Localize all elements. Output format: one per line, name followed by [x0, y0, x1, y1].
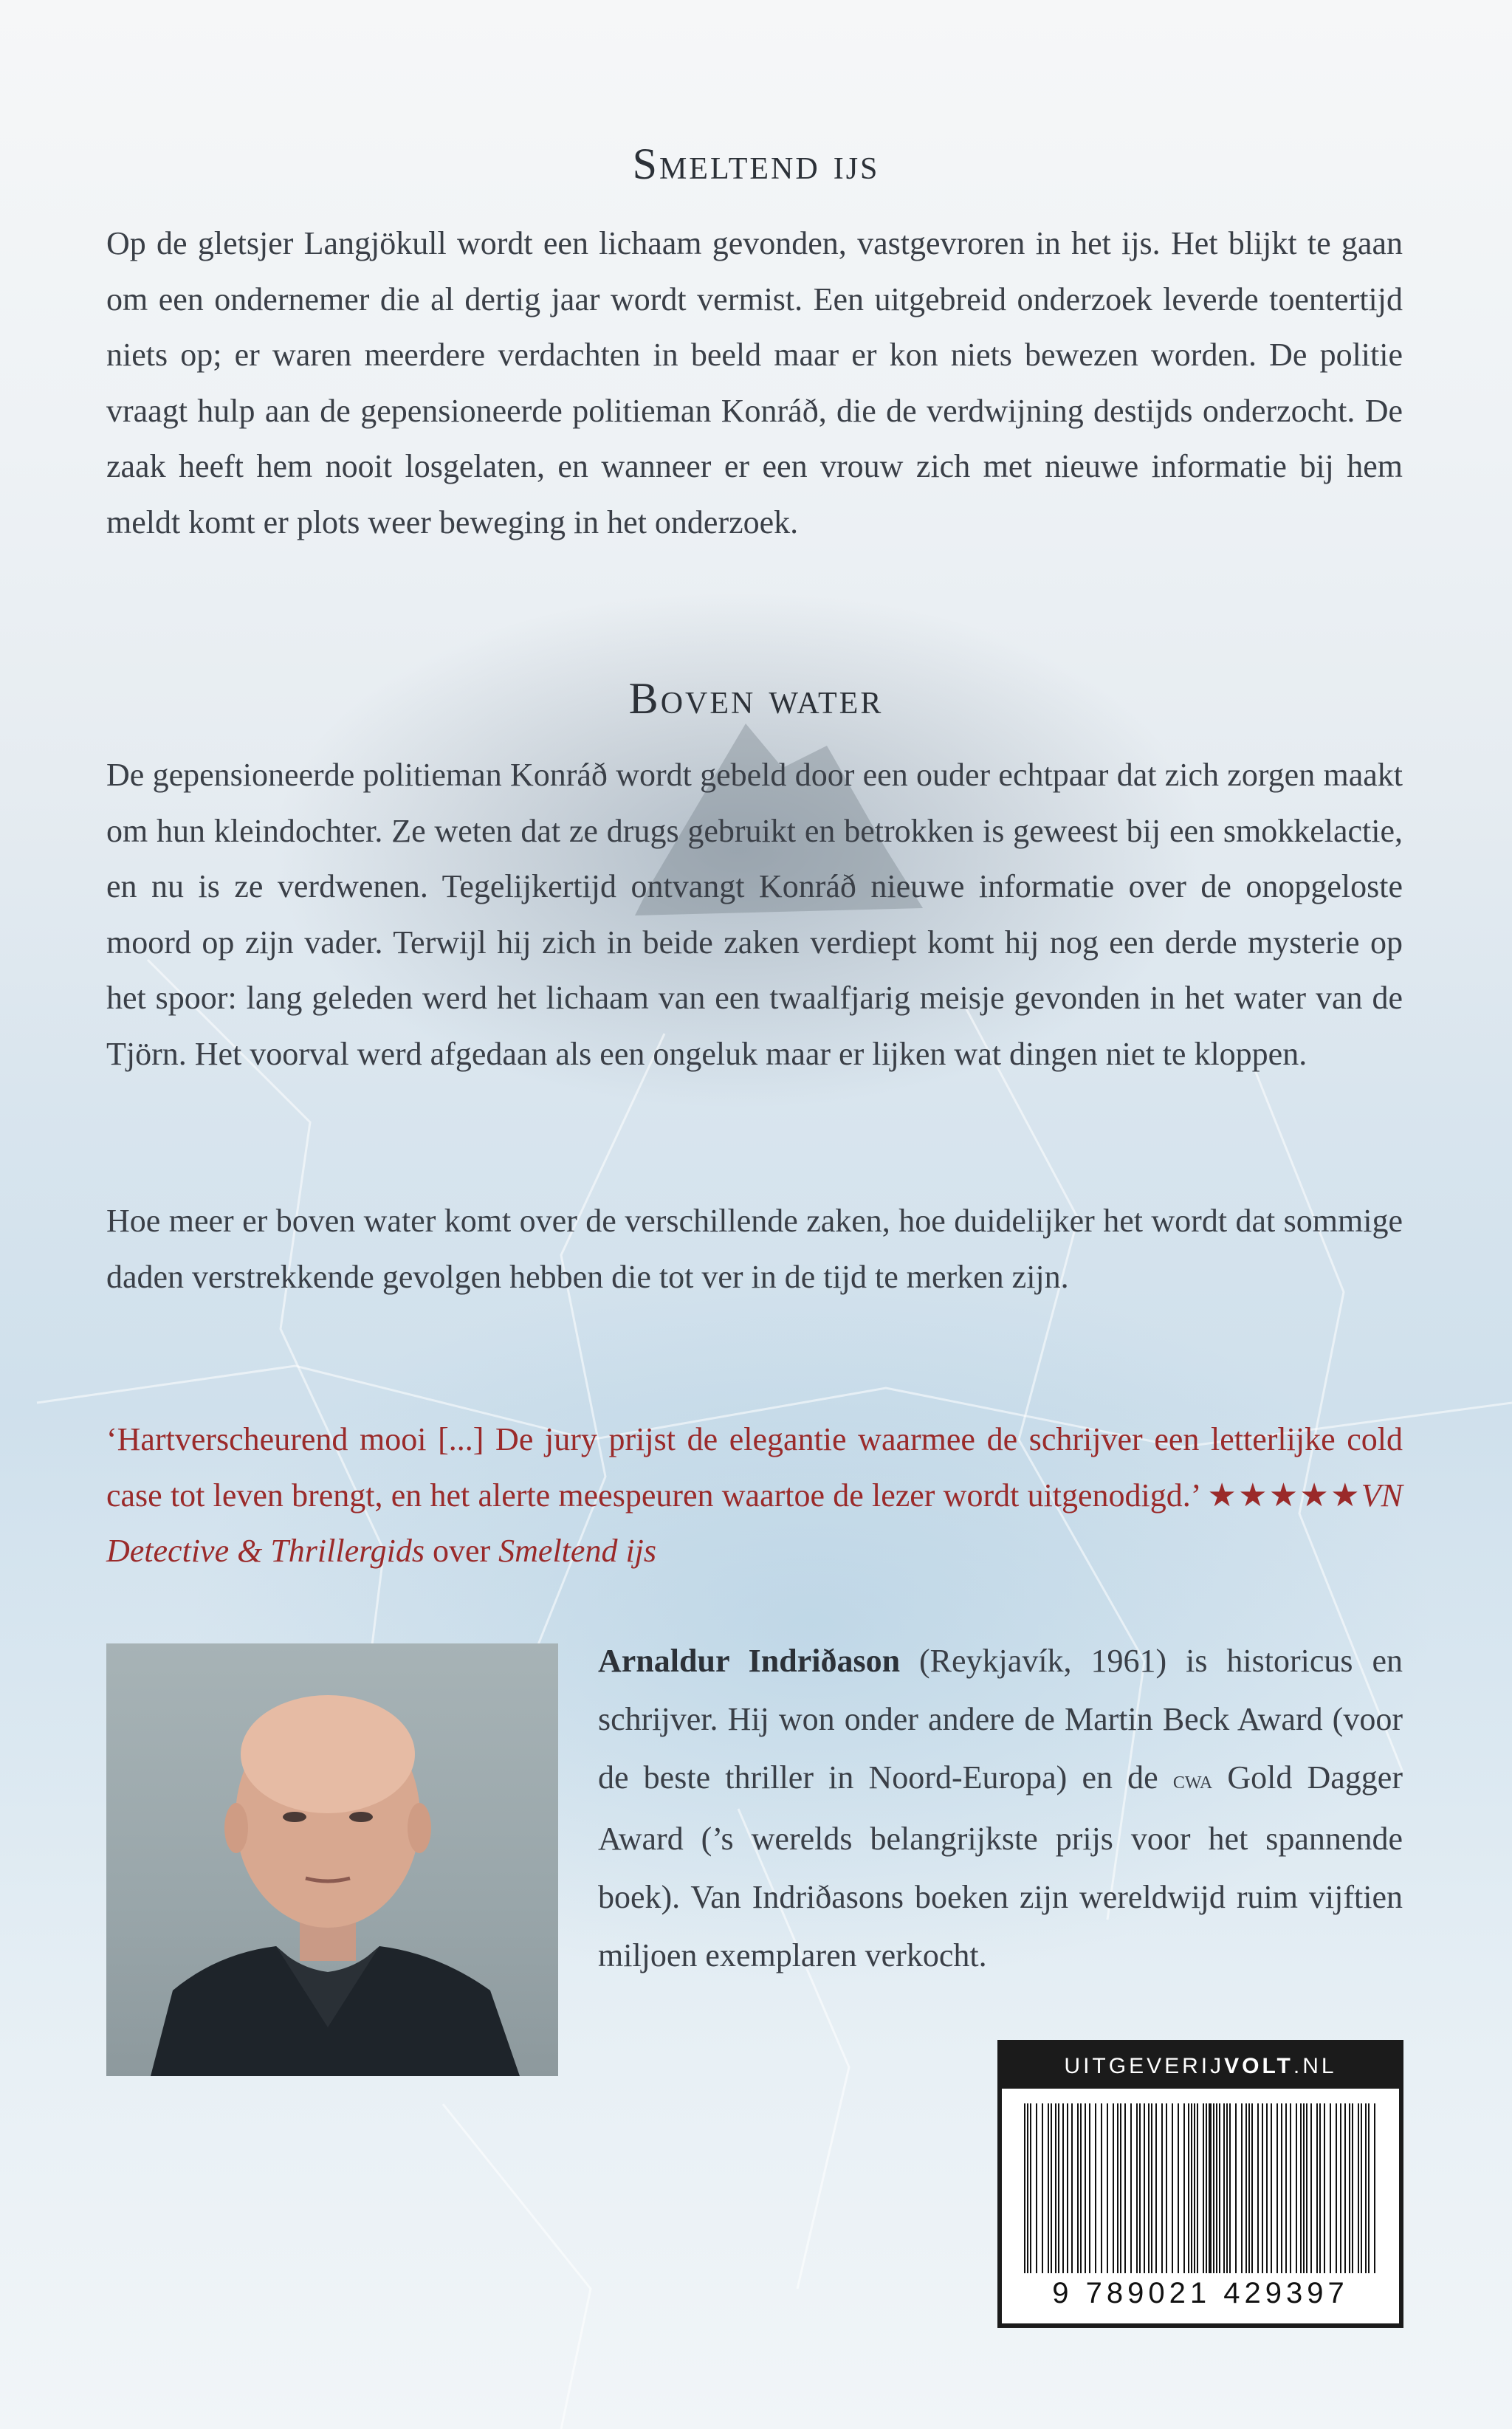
- barcode-bar: [1206, 2103, 1207, 2273]
- publisher-url: [1002, 2044, 1399, 2089]
- barcode-bar: [1194, 2103, 1195, 2273]
- barcode-bar: [1361, 2103, 1362, 2273]
- review-over: over: [432, 1533, 491, 1569]
- barcode-bar: [1155, 2103, 1157, 2273]
- author-name: Arnaldur Indriðason: [598, 1643, 901, 1679]
- barcode-bar: [1266, 2103, 1268, 2273]
- barcode-bar: [1303, 2103, 1305, 2273]
- barcode-bar: [1245, 2103, 1247, 2273]
- barcode-bar: [1124, 2103, 1126, 2273]
- barcode-bar: [1344, 2103, 1346, 2273]
- barcode-bar: [1336, 2103, 1337, 2273]
- barcode-bar: [1183, 2103, 1185, 2273]
- barcode-bar: [1365, 2103, 1367, 2273]
- section-body-boven-water: De gepensioneerde politieman Konráð wordt gebeld door een ouder echtpaar dat zich zorgen maakt om hun kleindochter. Ze weten dat ze drugs gebruikt en betrokken is geweest bij een smokkelactie, en nu is ze verdwenen. Tegelijkertijd ontvangt Konráð nieuwe informatie over de onopgeloste moord op zijn vader. Terwijl hij zich in beide zaken verdiept komt hij nog een derde mysterie op het spoor: lang geleden werd het lichaam van een twaalfjarig meisje gevonden in het water van de Tjörn. Het voorval werd afgedaan als een ongeluk maar er lijken wat dingen niet te kloppen.: [106, 757, 1403, 1072]
- barcode-bar: [1213, 2103, 1214, 2273]
- section-heading-boven-water: Boven water: [628, 674, 884, 723]
- barcode-bar: [1144, 2103, 1145, 2273]
- section-body-smeltend-ijs: Op de gletsjer Langjökull wordt een lichaam gevonden, vastgevroren in het ijs. Het blijkt te gaan om een ondernemer die al dertig jaar wordt vermist. Een uitgebreid onderzoek leverde toentertijd niets op; er waren meerdere verdachten in beeld maar er kon niets bewezen worden. De politie vraagt hulp aan de gepensioneerde politieman Konráð, die de verdwijning destijds onderzocht. De zaak heeft hem nooit losgelaten, en wanneer er een vrouw zich met nieuwe informatie bij hem meldt komt er plots weer beweging in het onderzoek.: [106, 225, 1403, 540]
- barcode-bar: [1257, 2103, 1259, 2273]
- author-bio: [598, 1632, 1403, 1985]
- barcode-bar: [1107, 2103, 1108, 2273]
- publisher-bold: VOLT: [1224, 2054, 1293, 2078]
- barcode-bar: [1290, 2103, 1291, 2273]
- barcode-bar: [1310, 2103, 1312, 2273]
- section-body-boven-water-2: Hoe meer er boven water komt over de verschillende zaken, hoe duidelijker het wordt dat sommige daden verstrekkende gevolgen hebben die tot ver in de tijd te merken zijn.: [106, 1203, 1403, 1295]
- barcode-bar: [1117, 2103, 1118, 2273]
- review-quote-text: ‘Hartverscheurend mooi [...] De jury prijst de elegantie waarmee de schrijver een letterlijke cold case tot leven brengt, en het alerte meespeuren waartoe de lezer wordt uitgenodigd.’: [106, 1421, 1403, 1514]
- barcode-bar: [1085, 2103, 1086, 2273]
- author-photo: [106, 1643, 558, 2076]
- barcode-block: [997, 2040, 1403, 2328]
- barcode-bar: [1042, 2103, 1043, 2273]
- barcode-bar: [1241, 2103, 1243, 2273]
- barcode-bar: [1319, 2103, 1321, 2273]
- barcode-bar: [1101, 2103, 1102, 2273]
- barcode-bar: [1352, 2103, 1353, 2273]
- barcode-bar: [1324, 2103, 1325, 2273]
- barcode-bar: [1296, 2103, 1297, 2273]
- barcode-bar: [1281, 2103, 1282, 2273]
- barcode-bar: [1223, 2103, 1225, 2273]
- barcode-bar: [1262, 2103, 1263, 2273]
- barcode-bar: [1071, 2103, 1073, 2273]
- barcode-bar: [1062, 2103, 1064, 2273]
- barcode-bar: [1089, 2103, 1090, 2273]
- barcode-bar: [1203, 2103, 1204, 2273]
- barcode-bar: [1285, 2103, 1287, 2273]
- barcode-bar: [1113, 2103, 1114, 2273]
- barcode-bar: [1229, 2103, 1231, 2273]
- barcode-bar: [1349, 2103, 1350, 2273]
- barcode-bar: [1235, 2103, 1237, 2273]
- barcode-bar: [1316, 2103, 1318, 2273]
- barcode-bar: [1191, 2103, 1192, 2273]
- barcode-bar: [1148, 2103, 1150, 2273]
- publisher-prefix: UITGEVERIJ: [1064, 2054, 1225, 2078]
- author-bio-text-2: Gold Dagger Award (’s werelds belangrijkste prijs voor het spannende boek). Van Indriðasons boeken zijn wereldwijd ruim vijftien miljoen exemplaren verkocht.: [598, 1759, 1403, 1973]
- cwa-abbrev: cwa: [1172, 1767, 1213, 1794]
- barcode-bar: [1139, 2103, 1141, 2273]
- barcode-bar: [1188, 2103, 1189, 2273]
- barcode-bar: [1358, 2103, 1359, 2273]
- barcode-bar: [1368, 2103, 1370, 2273]
- barcode-bar: [1151, 2103, 1152, 2273]
- barcode-bar: [1219, 2103, 1220, 2273]
- barcode-bar: [1251, 2103, 1253, 2273]
- barcode-bar: [1027, 2103, 1028, 2273]
- publisher-suffix: .NL: [1293, 2054, 1337, 2078]
- barcode-bar: [1051, 2103, 1052, 2273]
- barcode-bar: [1166, 2103, 1167, 2273]
- section-heading-smeltend-ijs: Smeltend ijs: [632, 140, 880, 188]
- barcode-bar: [1095, 2103, 1096, 2273]
- barcode-bar: [1172, 2103, 1173, 2273]
- barcode-bar: [1226, 2103, 1228, 2273]
- barcode-bar: [1080, 2103, 1082, 2273]
- barcode-bar: [1024, 2103, 1025, 2273]
- barcode-bar: [1161, 2103, 1163, 2273]
- barcode-bar: [1136, 2103, 1138, 2273]
- author-bio-text: (Reykjavík, 1961) is historicus en schrijver. Hij won onder andere de Martin Beck Award (voor de beste thriller in Noord-Europa) en de: [598, 1643, 1403, 1796]
- review-quote: [106, 1412, 1403, 1579]
- barcode-bar: [1077, 2103, 1079, 2273]
- barcode-bar: [1030, 2103, 1031, 2273]
- barcode-bar: [1330, 2103, 1331, 2273]
- review-book-title: Smeltend ijs: [498, 1533, 657, 1569]
- barcode-bar: [1178, 2103, 1179, 2273]
- barcode-bar: [1340, 2103, 1341, 2273]
- barcode-bar: [1306, 2103, 1307, 2273]
- review-source: VN Detective & Thrillergids: [106, 1477, 1403, 1569]
- barcode-bar: [1271, 2103, 1272, 2273]
- barcode-bar: [1209, 2103, 1212, 2273]
- barcode-bar: [1130, 2103, 1132, 2273]
- barcode-bar: [1036, 2103, 1037, 2273]
- barcode-bar: [1058, 2103, 1059, 2273]
- barcode-bar: [1248, 2103, 1250, 2273]
- barcode-bar: [1197, 2103, 1198, 2273]
- barcode-bar: [1120, 2103, 1121, 2273]
- rating-stars: ★★★★★: [1207, 1477, 1361, 1514]
- barcode: [1024, 2103, 1377, 2273]
- barcode-bar: [1276, 2103, 1278, 2273]
- barcode-bar: [1048, 2103, 1049, 2273]
- barcode-bar: [1067, 2103, 1068, 2273]
- barcode-bar: [1216, 2103, 1217, 2273]
- isbn-number: 9 789021 429397: [1052, 2277, 1349, 2309]
- barcode-bar: [1374, 2103, 1375, 2273]
- barcode-bar: [1055, 2103, 1056, 2273]
- barcode-bar: [1300, 2103, 1302, 2273]
